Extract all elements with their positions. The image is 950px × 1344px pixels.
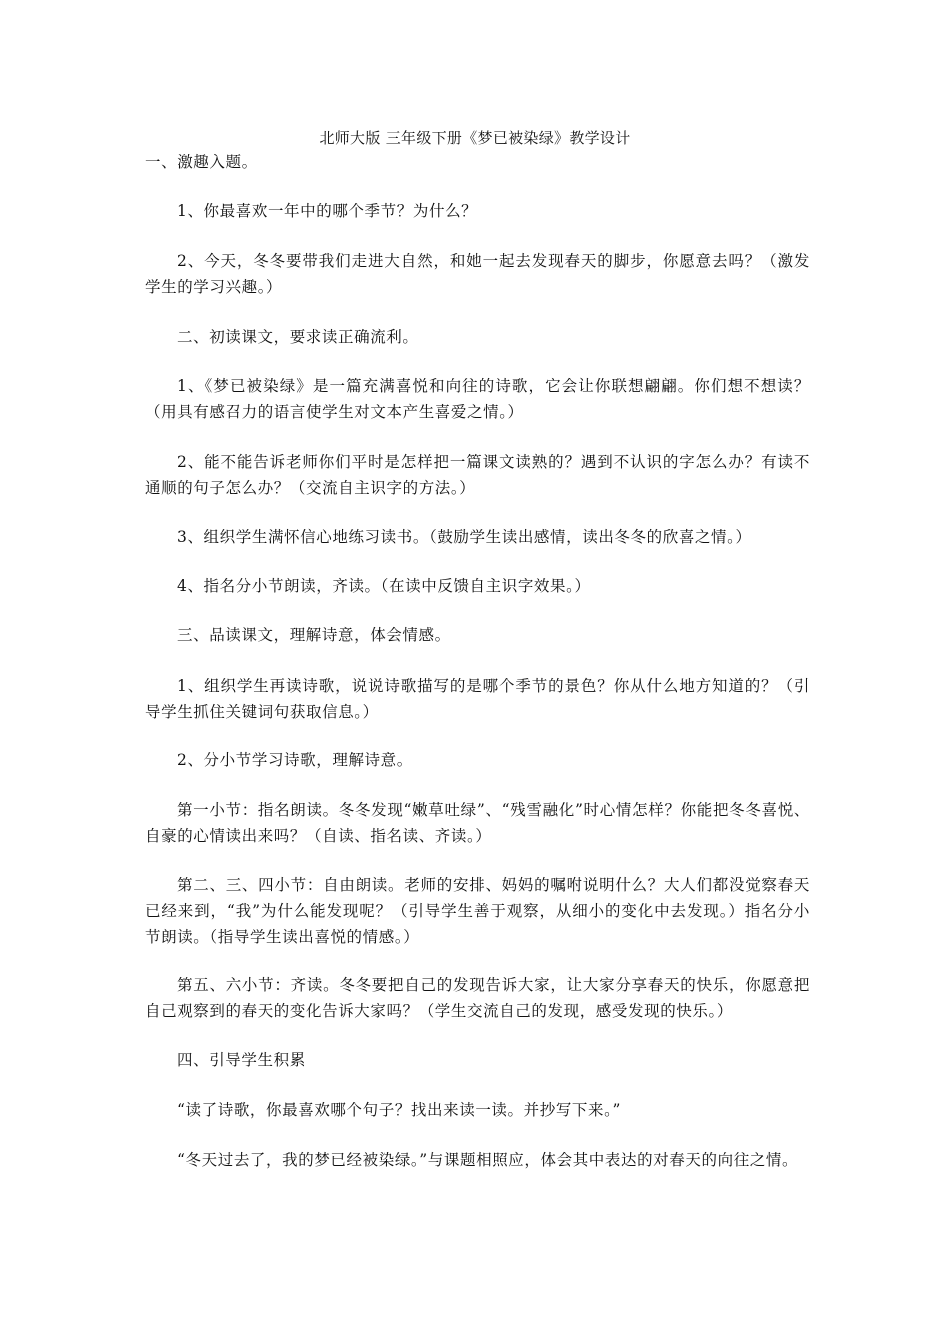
- section-heading-accumulation: 四、引导学生积累: [177, 1051, 306, 1069]
- section-heading-intro: 一、激趣入题。: [145, 153, 258, 171]
- section-heading-first-reading: 二、初读课文，要求读正确流利。: [177, 328, 419, 346]
- paragraph: 2、能不能告诉老师你们平时是怎样把一篇课文读熟的？遇到不认识的字怎么办？有读不通顺的句子怎么办？（交流自主识字的方法。）: [145, 453, 810, 497]
- paragraph: 第一小节：指名朗读。冬冬发现“嫩草吐绿”、“残雪融化”时心情怎样？你能把冬冬喜悦、自豪的心情读出来吗？（自读、指名读、齐读。）: [145, 801, 810, 845]
- paragraph: “冬天过去了，我的梦已经被染绿。”与课题相照应，体会其中表达的对春天的向往之情。: [177, 1151, 799, 1169]
- document-title: 北师大版 三年级下册《梦已被染绿》教学设计: [319, 129, 631, 147]
- paragraph: 1、组织学生再读诗歌，说说诗歌描写的是哪个季节的景色？你从什么地方知道的？（引导学生抓住关键词句获取信息。）: [145, 677, 810, 721]
- paragraph: 2、今天，冬冬要带我们走进大自然，和她一起去发现春天的脚步，你愿意去吗？（激发学生的学习兴趣。）: [145, 252, 810, 296]
- paragraph: “读了诗歌，你最喜欢哪个句子？找出来读一读。并抄写下来。”: [177, 1101, 621, 1119]
- paragraph: 第五、六小节：齐读。冬冬要把自己的发现告诉大家，让大家分享春天的快乐，你愿意把自己观察到的春天的变化告诉大家吗？（学生交流自己的发现，感受发现的快乐。）: [145, 976, 810, 1020]
- paragraph: 1、《梦已被染绿》是一篇充满喜悦和向往的诗歌，它会让你联想翩翩。你们想不想读？（用具有感召力的语言使学生对文本产生喜爱之情。）: [145, 377, 810, 421]
- paragraph: 2、分小节学习诗歌，理解诗意。: [177, 751, 413, 769]
- paragraph: 4、指名分小节朗读，齐读。（在读中反馈自主识字效果。）: [177, 577, 591, 595]
- paragraph: 3、组织学生满怀信心地练习读书。（鼓励学生读出感情，读出冬冬的欣喜之情。）: [177, 528, 752, 546]
- section-heading-close-reading: 三、品读课文，理解诗意，体会情感。: [177, 626, 451, 644]
- paragraph: 第二、三、四小节：自由朗读。老师的安排、妈妈的嘱咐说明什么？大人们都没觉察春天已经来到，“我”为什么能发现呢？（引导学生善于观察，从细小的变化中去发现。）指名分小节朗读。（指导学生读出喜悦的情感。）: [145, 876, 810, 946]
- paragraph: 1、你最喜欢一年中的哪个季节？为什么？: [177, 202, 478, 220]
